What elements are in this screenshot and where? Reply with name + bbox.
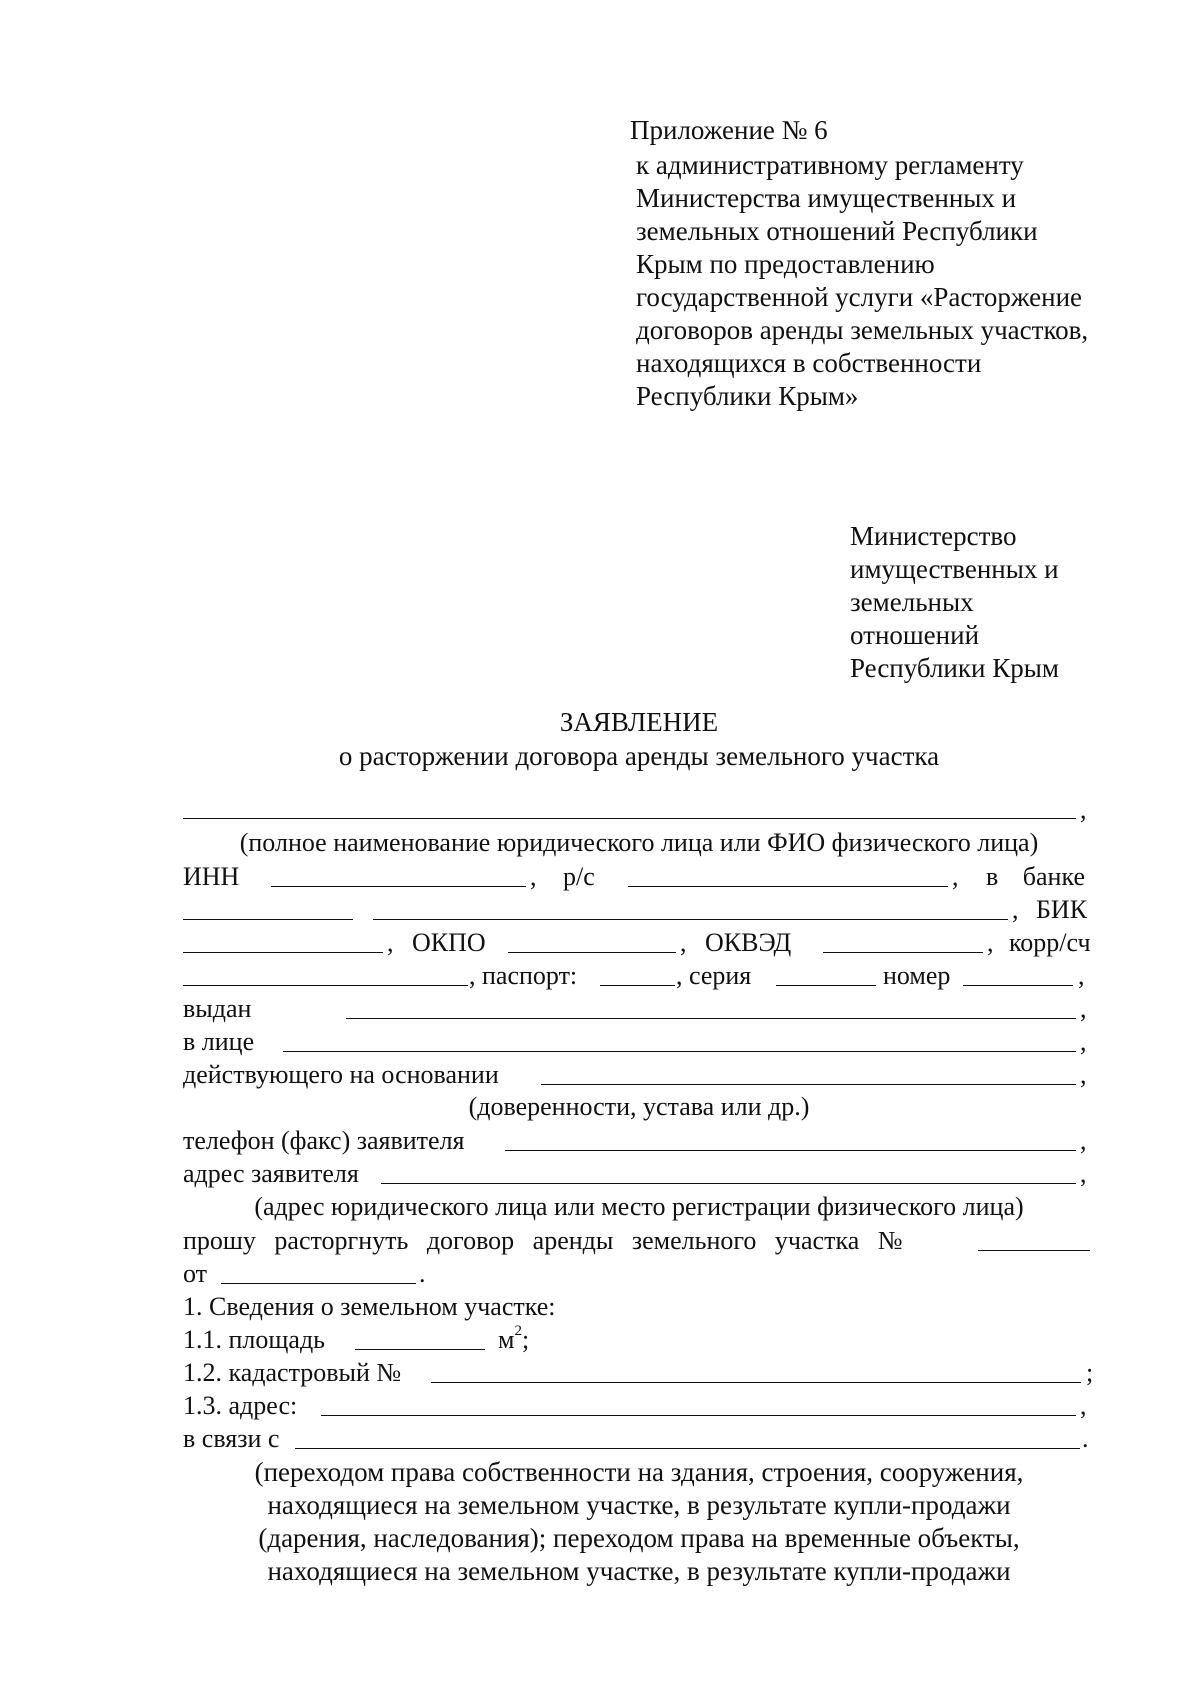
plot-address-field[interactable] bbox=[321, 1415, 1076, 1416]
reason-hint-line: находящиеся на земельном участке, в результате купли-продажи bbox=[267, 1490, 1011, 1520]
addressee-line: Республики Крым bbox=[850, 653, 1059, 683]
comma: , bbox=[680, 928, 687, 957]
form-row-cadastral bbox=[183, 1356, 1095, 1389]
appendix-title: Приложение № 6 bbox=[630, 115, 828, 145]
addressee-line: имущественных и bbox=[850, 554, 1059, 584]
addressee-line: отношений bbox=[850, 620, 980, 650]
form-row-passport bbox=[183, 959, 1095, 992]
appendix-line: договоров аренды земельных участков, bbox=[636, 315, 1089, 345]
addressee-line: Министерство bbox=[850, 521, 1017, 551]
appendix-line: земельных отношений Республики bbox=[636, 216, 1038, 246]
contract-date-field[interactable] bbox=[221, 1283, 416, 1284]
form-row-okpo bbox=[183, 926, 1095, 959]
rs-label: р/с bbox=[563, 862, 595, 891]
section-1-label: 1. Сведения о земельном участке: bbox=[183, 1292, 556, 1321]
form-row-phone bbox=[183, 1124, 1095, 1157]
form-row-inn bbox=[183, 860, 1095, 893]
bik-field[interactable] bbox=[183, 952, 383, 953]
semicolon: ; bbox=[1086, 1358, 1094, 1387]
statement-title: ЗАЯВЛЕНИЕ bbox=[559, 707, 719, 737]
nomer-field[interactable] bbox=[963, 985, 1073, 986]
form-row-date bbox=[183, 1257, 1095, 1290]
area-label: 1.1. площадь bbox=[183, 1325, 326, 1354]
basis-label: действующего на основании bbox=[183, 1060, 499, 1089]
section-1-title bbox=[183, 1290, 1095, 1323]
appendix-line: Республики Крым» bbox=[636, 381, 859, 411]
comma: , bbox=[1080, 1027, 1087, 1056]
passport-field[interactable] bbox=[600, 985, 675, 986]
area-field[interactable] bbox=[355, 1349, 485, 1350]
okpo-field[interactable] bbox=[508, 952, 676, 953]
rs-field[interactable] bbox=[628, 886, 948, 887]
comma: , bbox=[1080, 1060, 1087, 1089]
okpo-label: ОКПО bbox=[412, 928, 486, 957]
form-row-address bbox=[183, 1157, 1095, 1190]
request-text: прошу расторгнуть договор аренды земельного участка № bbox=[183, 1226, 903, 1255]
phone-label: телефон (факс) заявителя bbox=[183, 1126, 465, 1155]
basis-hint: (доверенности, устава или др.) bbox=[468, 1092, 810, 1121]
form-row-area bbox=[183, 1323, 1095, 1356]
basis-field[interactable] bbox=[541, 1084, 1076, 1085]
form-row-person bbox=[183, 1025, 1095, 1058]
comma: , bbox=[1080, 1159, 1087, 1188]
contract-number-field[interactable] bbox=[978, 1250, 1090, 1251]
appendix-line: государственной услуги «Расторжение bbox=[636, 282, 1083, 312]
dot: . bbox=[1082, 1424, 1089, 1453]
inn-label: ИНН bbox=[183, 862, 240, 891]
comma: , bbox=[1012, 895, 1019, 924]
phone-field[interactable] bbox=[505, 1150, 1076, 1151]
reason-hint-line: (переходом права собственности на здания, строения, сооружения, bbox=[254, 1457, 1024, 1487]
issued-label: выдан bbox=[183, 994, 252, 1023]
comma: , bbox=[1080, 1391, 1087, 1420]
form-row-request bbox=[183, 1224, 1095, 1257]
appendix-line: Министерства имущественных и bbox=[636, 183, 1017, 213]
address-label: адрес заявителя bbox=[183, 1159, 359, 1188]
cadastral-field[interactable] bbox=[431, 1382, 1081, 1383]
addr-13-label: 1.3. адрес: bbox=[183, 1391, 298, 1420]
applicant-hint: (полное наименование юридического лица или ФИО физического лица) bbox=[239, 828, 1039, 857]
statement-subtitle: о расторжении договора аренды земельного участка bbox=[338, 741, 940, 771]
bank-field-1[interactable] bbox=[183, 919, 353, 920]
seria-label: , серия bbox=[676, 961, 752, 990]
form-row-applicant bbox=[183, 793, 1095, 826]
comma: , bbox=[530, 862, 537, 891]
comma: , bbox=[987, 928, 994, 957]
form-row-bank bbox=[183, 893, 1095, 926]
seria-field[interactable] bbox=[776, 985, 876, 986]
korr-field[interactable] bbox=[183, 985, 468, 986]
bank-label: в банке bbox=[986, 862, 1085, 891]
area-unit-sup: 2 bbox=[514, 1323, 522, 1340]
inn-field[interactable] bbox=[271, 886, 526, 887]
issued-field[interactable] bbox=[346, 1018, 1076, 1019]
form-row-issued bbox=[183, 992, 1095, 1025]
address-hint: (адрес юридического лица или место регистрации физического лица) bbox=[254, 1192, 1024, 1221]
passport-label: , паспорт: bbox=[469, 961, 578, 990]
okved-label: ОКВЭД bbox=[705, 928, 792, 957]
reason-field[interactable] bbox=[295, 1448, 1080, 1449]
date-label: от bbox=[183, 1259, 208, 1288]
comma: , bbox=[1080, 795, 1087, 824]
person-label: в лице bbox=[183, 1027, 255, 1056]
cadastral-label: 1.2. кадастровый № bbox=[183, 1358, 402, 1387]
bik-label: БИК bbox=[1036, 895, 1088, 924]
appendix-line: Крым по предоставлению bbox=[636, 249, 935, 279]
nomer-label: номер bbox=[883, 961, 951, 990]
form-row-basis bbox=[183, 1058, 1095, 1091]
appendix-line: к административному регламенту bbox=[636, 150, 1024, 180]
comma: , bbox=[387, 928, 394, 957]
applicant-name-field[interactable] bbox=[183, 818, 1076, 819]
addressee-line: земельных bbox=[850, 587, 974, 617]
person-field[interactable] bbox=[283, 1051, 1076, 1052]
reason-hint-line: (дарения, наследования); переходом права на временные объекты, bbox=[258, 1523, 1020, 1553]
comma: , bbox=[1078, 961, 1085, 990]
bank-field-2[interactable] bbox=[373, 919, 1008, 920]
appendix-line: находящихся в собственности bbox=[636, 348, 982, 378]
reason-hint-line: находящиеся на земельном участке, в результате купли-продажи bbox=[267, 1556, 1011, 1586]
comma: , bbox=[1080, 1126, 1087, 1155]
address-field[interactable] bbox=[381, 1183, 1076, 1184]
okved-field[interactable] bbox=[823, 952, 983, 953]
comma: , bbox=[952, 862, 959, 891]
form-row-reason bbox=[183, 1422, 1095, 1455]
area-unit: $м^2$; bbox=[498, 1323, 530, 1354]
form-row-addr-13 bbox=[183, 1389, 1095, 1422]
korr-label: корр/сч bbox=[1009, 928, 1091, 957]
reason-label: в связи с bbox=[183, 1424, 280, 1453]
dot: . bbox=[419, 1259, 426, 1288]
comma: , bbox=[1080, 994, 1087, 1023]
